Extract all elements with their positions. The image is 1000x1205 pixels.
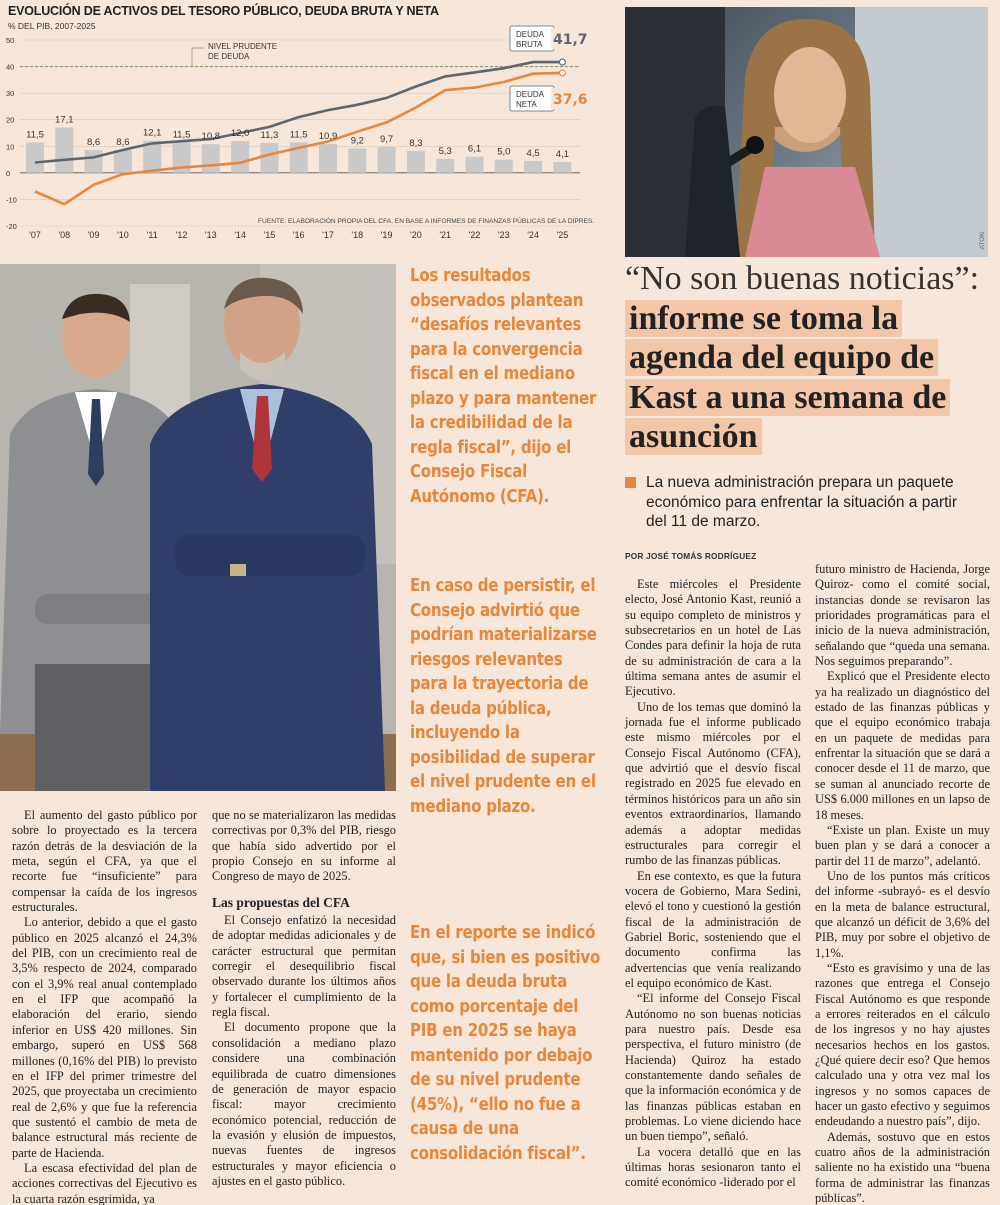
paragraph: “El informe del Consejo Fiscal Autónomo no son buenas noticias para nuestro país. Desde esa perspectiva, el futuro ministro (de Hacienda) Quiroz ha estado constantemente dando señales de que la información económica y de las finanzas públicas estaban en problemas. Lo viene diciendo hace un buen tiempo”, señaló. — [625, 991, 801, 1144]
bar-value-label: 9,2 — [350, 135, 364, 147]
bar — [407, 151, 425, 173]
left-article-col2 — [212, 808, 396, 1189]
bar-value-label: 5,3 — [438, 145, 452, 157]
paragraph: “Existe un plan. Existe un muy buen plan y se dará a conocer a partir del 11 de marzo”, adelantó. — [815, 822, 990, 868]
paragraph: Uno de los puntos más críticos del informe -subrayó- es el desvío en la meta de balance estructural, que alcanzó un déficit de 3,6% del PIB, muy por sobre el objetivo de 1,1%. — [815, 868, 990, 960]
pull-quote-1: Los resultados observados plantean “desafíos relevantes para la convergencia fiscal en el mediano plazo y para mantener la credibilidad de la regla fiscal”, dijo el Consejo Fiscal Autónomo (CFA). — [410, 266, 597, 507]
x-tick-label: '23 — [497, 230, 510, 240]
paragraph: “Esto es gravísimo y una de las razones que entrega el Consejo Fiscal Autónomo es que responde a errores reiterados en el cálculo de los ingresos y no hay ajustes necesarios hechos en los gastos. ¿Qué quiere decir eso? Que hemos calculado una y otra vez mal los ingresos y no somos capaces de hacer un gasto efectivo y seguimos endeudando a nuestro país”, dijo. — [815, 960, 990, 1129]
headline-quote: “No son buenas noticias”: — [625, 260, 980, 297]
bar — [55, 127, 73, 172]
gross-end-marker — [559, 59, 565, 65]
paragraph: La vocera detalló que en las últimas horas sesionaron tanto el comité económico -liderado por el — [625, 1144, 801, 1190]
x-tick-label: '13 — [204, 230, 217, 240]
headline — [625, 259, 995, 457]
bar-value-label: 17,1 — [55, 114, 74, 126]
bar-value-label: 11,5 — [172, 129, 191, 141]
bar-value-label: 8,6 — [86, 137, 101, 149]
debt-chart-svg — [0, 0, 600, 250]
bar-value-label: 4,1 — [555, 148, 570, 160]
officials-illustration — [0, 264, 396, 791]
paragraph: En ese contexto, es que la futura vocera de Gobierno, Mara Sedini, elevó el tono y cuestionó la gestión fiscal de la administración de Gabriel Boric, sosteniendo que el documento confirma las advertencias que venía realizando el equipo económico de Kast. — [625, 868, 801, 990]
x-tick-label: '17 — [322, 230, 334, 240]
bar — [26, 142, 44, 173]
paragraph: Además, sostuvo que en estos cuatro años de la administración saliente no ha existido una “buena forma de administrar las finanzas públicas”. — [815, 1129, 990, 1205]
y-tick-label: 40 — [6, 62, 15, 72]
bar — [466, 157, 484, 173]
paragraph: Lo anterior, debido a que el gasto público en 2025 alcanzó el 24,3% del PIB, con un crecimiento real de 3,5% respecto de 2024, comparado con el 3,9% real anual contemplado en el IFP que acompañó la elaboración del erario, siendo inferior en US$ 420 millones. Sin embargo, superó en US$ 568 millones (0,16% del PIB) lo previsto en el IFP del primer trimestre del 2025, que proyectaba un crecimiento real de 2,6% y que fue la referencia que sustentó el cambio de meta de balance estructural más reciente de parte de Hacienda. — [12, 915, 197, 1160]
y-tick-label: 20 — [6, 115, 15, 125]
y-tick-label: 0 — [6, 168, 11, 178]
paragraph: futuro ministro de Hacienda, Jorge Quiroz- como el comité social, instancias donde se revisaron las prioridades programáticas para el inicio de la nueva administración, señalando que “queda una semana. Nos seguimos preparando”. — [815, 562, 990, 669]
bar-value-label: 11,5 — [26, 129, 44, 141]
chart-title: EVOLUCIÓN DE ACTIVOS DEL TESORO PÚBLICO, DEUDA BRUTA Y NETA — [8, 4, 439, 18]
lead-paragraph — [625, 473, 965, 532]
pull-quote-2: En caso de persistir, el Consejo advirtió que podrían materializarse riesgos relevantes para la trayectoria de la deuda pública, incluyendo la posibilidad de superar el nivel prudente en el mediano plazo. — [410, 576, 597, 817]
y-tick-label: -20 — [6, 222, 17, 231]
paragraph: El Consejo enfatizó la necesidad de adoptar medidas adicionales y de carácter estructural que permitan corregir el desequilibrio fiscal observado durante los últimos años y fortalecer el cumplimiento de la regla fiscal. — [212, 913, 396, 1020]
lead-bullet — [625, 477, 636, 488]
net-label-2: NETA — [516, 100, 537, 109]
bar-value-label: 5,0 — [497, 146, 511, 158]
paragraph: El documento propone que la consolidación a mediano plazo considere una combinación equilibrada de cuatro dimensiones de generación de mayor espacio fiscal: mayor crecimiento económico potencial, reducción de la evasión y elusión de impuestos, nuevas fuentes de ingresos estructurales y mayor eficiencia o ajustes en el gasto público. — [212, 1020, 396, 1188]
bar-value-label: 11,5 — [289, 129, 308, 141]
speaker-illustration — [625, 7, 988, 257]
x-tick-label: '11 — [146, 230, 158, 240]
bar-value-label: 8,6 — [116, 137, 130, 149]
paragraph: La escasa efectividad del plan de acciones correctivas del Ejecutivo es la cuarta razón esgrimida, ya — [12, 1160, 197, 1205]
chart-source: FUENTE: ELABORACIÓN PROPIA DEL CFA, EN BASE A INFORMES DE FINANZAS PÚBLICAS DE LA DIPRES. — [258, 218, 595, 225]
paragraph: Este miércoles el Presidente electo, José Antonio Kast, reunió a su equipo completo de ministros y subsecretarios en un hotel de Las Condes para definir la hoja de ruta de su administración de cara a la última semana antes de asumir el Ejecutivo. — [625, 577, 801, 699]
pull-quote-3: En el reporte se indicó que, si bien es positivo que la deuda bruta como porcentaje del PIB en 2025 se haya mantenido por debajo de su nivel prudente (45%), “ello no fue a causa de una consolidación fiscal”. — [410, 923, 601, 1164]
y-tick-label: 10 — [6, 142, 15, 152]
bar — [553, 162, 571, 173]
lead-text: La nueva administración prepara un paquete económico para enfrentar la situación a partir del 11 de marzo. — [646, 474, 958, 530]
headline-main: informe se toma la agenda del equipo de Kast a una semana de asunción — [625, 300, 950, 456]
bar — [114, 150, 132, 173]
x-tick-label: '22 — [468, 230, 481, 240]
bar — [348, 148, 366, 172]
bar-value-label: 6,1 — [467, 143, 482, 155]
paragraph: El aumento del gasto público por sobre lo proyectado es la tercera razón detrás de la desviación de la meta, según el CFA, ya que el recorte fue “insuficiente” para compensar la caída de los ingresos estructurales. — [12, 808, 197, 915]
x-tick-label: '20 — [410, 230, 422, 240]
x-tick-label: '15 — [263, 230, 276, 240]
paragraph: que no se materializaron las medidas correctivas por 0,3% del PIB, riesgo que había sido advertido por el propio Consejo en su informe al Congreso de mayo de 2025. — [212, 808, 396, 884]
x-tick-label: '08 — [58, 230, 71, 240]
section-heading: Las propuestas del CFA — [212, 894, 350, 910]
debt-chart — [0, 0, 600, 250]
prudent-label-2: DE DEUDA — [208, 52, 250, 61]
officials-photo — [0, 264, 396, 791]
bar-value-label: 8,3 — [409, 137, 423, 149]
byline: POR JOSÉ TOMÁS RODRÍGUEZ — [625, 551, 757, 561]
bar-value-label: 10,9 — [318, 130, 338, 142]
right-article-col1 — [625, 577, 801, 1191]
bar — [378, 147, 396, 173]
photo-credit: ATON — [979, 231, 986, 249]
gross-label-1: DEUDA — [516, 30, 545, 39]
net-value: 37,6 — [553, 92, 588, 108]
net-end-marker — [559, 70, 565, 76]
y-tick-label: -10 — [6, 195, 17, 205]
bar-value-label: 12,0 — [230, 127, 250, 139]
x-tick-label: '24 — [527, 230, 539, 240]
prudent-label-1: NIVEL PRUDENTE — [208, 42, 278, 51]
x-tick-label: '25 — [556, 230, 569, 240]
left-article-col1 — [12, 808, 197, 1205]
bar — [524, 161, 542, 173]
x-tick-label: '07 — [29, 230, 41, 240]
bar-value-label: 11,3 — [260, 129, 279, 141]
y-tick-label: 50 — [6, 36, 15, 45]
bar — [436, 159, 454, 173]
gross-label-2: BRUTA — [516, 40, 543, 49]
paragraph: Uno de los temas que dominó la jornada fue el informe publicado este mismo miércoles por el Consejo Fiscal Autónomo (CFA), que advirtió que el desvío fiscal registrado en 2025 fue elevado en términos históricos para un año sin eventos extraordinarios, llamando además a adoptar medidas estructurales para corregir el rumbo de las finanzas públicas. — [625, 699, 801, 868]
paragraph: Explicó que el Presidente electo ya ha realizado un diagnóstico del estado de las finanzas públicas y que el equipo económico trabaja en un paquete de medidas para enfrentar la situación que se dará a conocer desde el 11 de marzo, que se suman al anunciado recorte de US$ 6.000 millones en un lapso de 18 meses. — [815, 669, 990, 822]
gross-value: 41,7 — [553, 32, 588, 48]
bar-value-label: 12,1 — [142, 127, 162, 139]
y-tick-label: 30 — [6, 89, 15, 99]
x-tick-label: '16 — [292, 230, 305, 240]
x-tick-label: '21 — [439, 230, 452, 240]
bar — [85, 150, 103, 173]
x-tick-label: '14 — [234, 230, 246, 240]
bar — [319, 144, 337, 173]
bar-value-label: 9,7 — [379, 134, 394, 146]
x-tick-label: '19 — [380, 230, 393, 240]
bar — [202, 144, 220, 173]
right-article-col2 — [815, 562, 990, 1205]
speaker-photo — [625, 7, 988, 257]
x-tick-label: '18 — [351, 230, 364, 240]
bar-value-label: 4,5 — [526, 147, 540, 159]
bar — [260, 143, 278, 173]
net-label-1: DEUDA — [516, 90, 545, 99]
bar — [231, 141, 249, 173]
bar-value-label: 10,8 — [201, 131, 221, 143]
x-tick-label: '09 — [87, 230, 100, 240]
chart-subtitle: % DEL PIB, 2007-2025 — [8, 21, 96, 31]
bar — [495, 160, 513, 173]
x-tick-label: '12 — [175, 230, 188, 240]
x-tick-label: '10 — [117, 230, 129, 240]
